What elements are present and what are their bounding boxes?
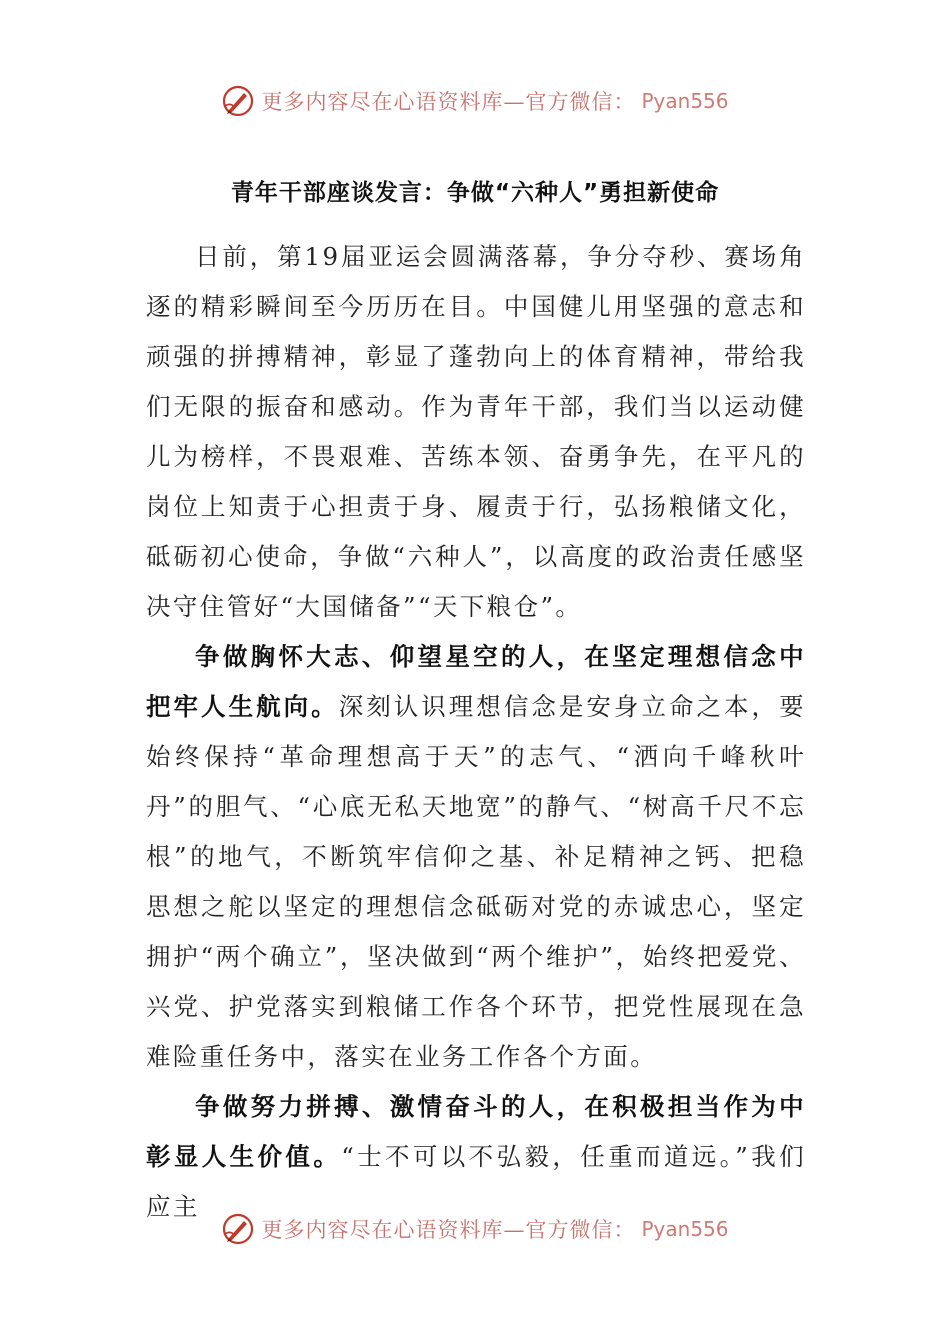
paragraph-text: “士不可以不弘毅，任重而道远。”我们应主 <box>146 1142 806 1221</box>
header-banner-text: 更多内容尽在心语资料库—官方微信： <box>261 90 636 114</box>
header-banner-wechat: Pyan556 <box>641 89 729 113</box>
paragraph <box>146 1082 806 1232</box>
paragraph-text: 日前，第19届亚运会圆满落幕，争分夺秒、赛场角逐的精彩瞬间至今历历在目。中国健儿用坚强的意志和顽强的拼搏精神，彰显了蓬勃向上的体育精神，带给我们无限的振奋和感动。作为青年干部，我们当以运动健儿为榜样，不畏艰难、苦练本领、奋勇争先，在平凡的岗位上知责于心担责于身、履责于行，弘扬粮储文化，砥砺初心使命，争做“六种人”，以高度的政治责任感坚决守住管好“大国储备”“天下粮仓”。 <box>146 242 806 621</box>
document-title: 青年干部座谈发言：争做“六种人”勇担新使命 <box>230 180 720 206</box>
pen-logo-icon <box>221 1212 255 1246</box>
pen-logo-icon <box>221 84 255 118</box>
paragraph-lead: 争做胸怀大志、仰望星空的人，在坚定理想信念中把牢人生航向。 <box>146 642 806 721</box>
paragraph-lead: 争做努力拼搏、激情奋斗的人，在积极担当作为中彰显人生价值。 <box>146 1092 806 1171</box>
header-banner <box>0 84 950 118</box>
paragraph-text: 深刻认识理想信念是安身立命之本，要始终保持“革命理想高于天”的志气、“洒向千峰秋叶丹”的胆气、“心底无私天地宽”的静气、“树高千尺不忘根”的地气，不断筑牢信仰之基、补足精神之钙、把稳思想之舵以坚定的理想信念砥砺对党的赤诚忠心，坚定拥护“两个确立”，坚决做到“两个维护”，始终把爱党、兴党、护党落实到粮储工作各个环节，把党性展现在急难险重任务中，落实在业务工作各个方面。 <box>146 692 806 1071</box>
footer-banner <box>0 1212 950 1246</box>
document-body <box>146 232 806 1232</box>
footer-banner-wechat: Pyan556 <box>641 1217 729 1241</box>
paragraph <box>146 632 806 1082</box>
paragraph <box>146 232 806 632</box>
footer-banner-text: 更多内容尽在心语资料库—官方微信： <box>261 1218 636 1242</box>
